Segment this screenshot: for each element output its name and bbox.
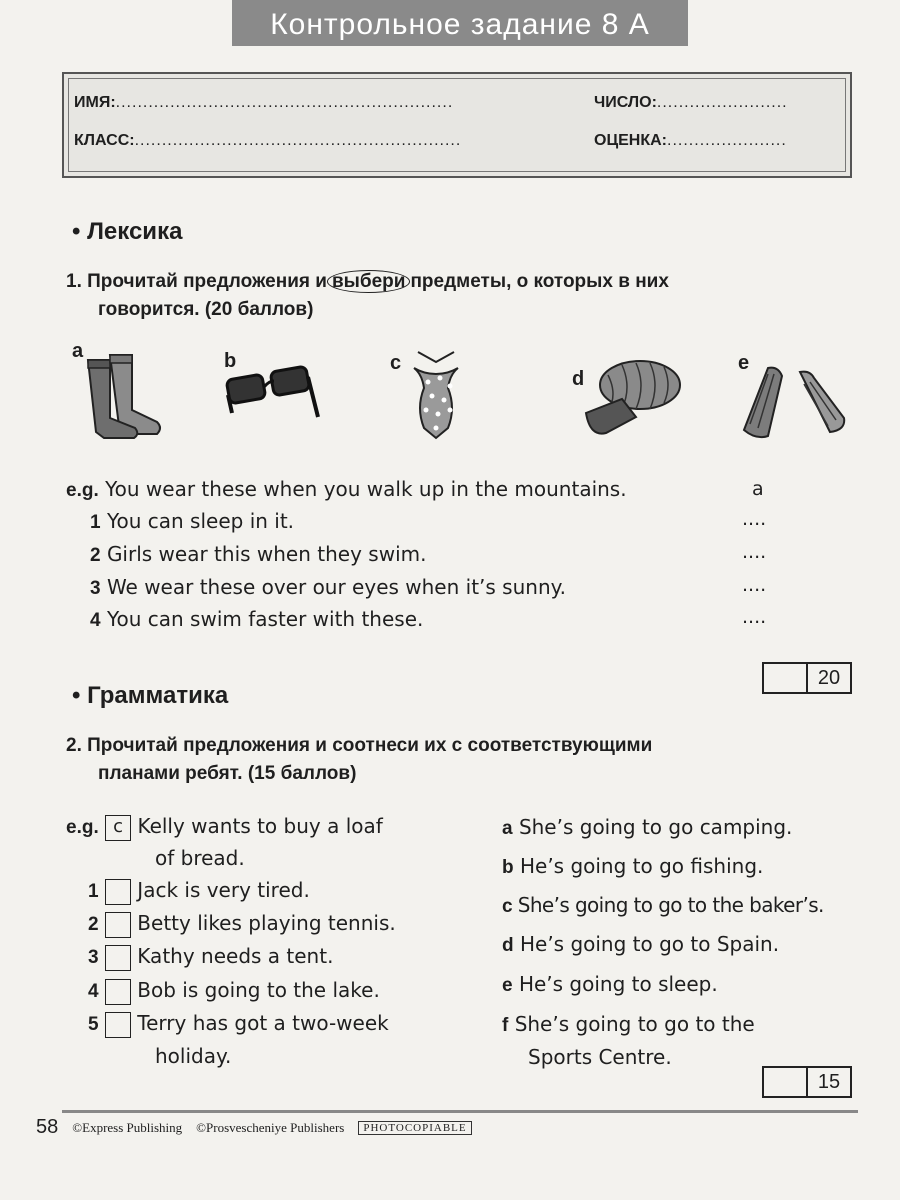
plan-option-f (502, 1008, 755, 1042)
task-number: 2. (66, 735, 82, 756)
circled-word: выбери (327, 270, 411, 293)
task-text: предметы, о которых в них (410, 271, 669, 292)
item-text: Betty likes playing tennis. (137, 911, 396, 935)
date-field[interactable] (594, 92, 788, 112)
list-item (88, 974, 380, 1008)
plan-option-c (502, 889, 824, 923)
task-1-instructions (66, 268, 846, 324)
answer-box[interactable] (105, 1012, 131, 1038)
class-dots: ............................................................ (134, 132, 462, 149)
picture-letter-a: a (72, 340, 84, 362)
student-info-box (62, 72, 852, 178)
option-letter: d (502, 935, 514, 956)
name-label: ИМЯ: (74, 94, 116, 111)
option-letter: f (502, 1015, 509, 1036)
answer-blank[interactable]: .... (742, 606, 767, 628)
option-text: She’s going to go to the (514, 1012, 755, 1036)
name-field[interactable] (74, 92, 453, 112)
date-dots: ........................ (656, 94, 788, 111)
section-title: Лексика (87, 218, 183, 245)
max-score: 15 (817, 1071, 841, 1093)
answer-blank[interactable]: .... (742, 574, 767, 596)
picture-letter-c: c (390, 352, 402, 374)
grade-label: ОЦЕНКА: (594, 132, 668, 149)
swimsuit-icon (400, 348, 475, 443)
list-item (90, 603, 423, 637)
task-text-line2: планами ребят. (15 баллов) (98, 763, 357, 784)
grade-field[interactable] (594, 130, 787, 150)
item-number: 1 (90, 512, 101, 533)
footer-divider (62, 1110, 858, 1113)
date-label: ЧИСЛО: (594, 94, 657, 111)
item-number: 1 (88, 881, 99, 902)
list-item (88, 1007, 389, 1041)
page-title: Контрольное задание 8 А (232, 0, 688, 46)
item-text: Bob is going to the lake. (137, 978, 380, 1002)
section-heading-lexicon (72, 218, 182, 246)
plan-option-b (502, 850, 763, 884)
example-answer: a (752, 478, 764, 500)
item-number: e.g. (66, 480, 99, 501)
option-letter: b (502, 857, 514, 878)
answer-box[interactable] (105, 945, 131, 971)
plan-option-d (502, 928, 779, 962)
list-item (90, 538, 426, 572)
item-text: Jack is very tired. (137, 878, 310, 902)
example-sentence (66, 810, 383, 844)
task-text: Прочитай предложения и соотнеси их с соответствующими (87, 735, 653, 756)
option-text: He’s going to go to Spain. (519, 932, 780, 956)
boots-icon (80, 350, 165, 440)
task-number: 1. (66, 271, 82, 292)
item-number: 2 (88, 914, 99, 935)
class-field[interactable] (74, 130, 461, 150)
item-text: Terry has got a two-week (137, 1011, 389, 1035)
item-number: 2 (90, 545, 101, 566)
answer-box[interactable] (105, 912, 131, 938)
page-number: 58 (36, 1116, 59, 1138)
task-text-line2: говорится. (20 баллов) (98, 299, 314, 320)
item-number: 5 (88, 1014, 99, 1035)
list-item (90, 571, 566, 605)
item-number: 4 (90, 610, 101, 631)
option-letter: e (502, 975, 513, 996)
item-text: You can swim faster with these. (106, 607, 424, 631)
item-text: Girls wear this when they swim. (106, 542, 427, 566)
task-text: Прочитай предложения и (87, 271, 327, 292)
score-box-2[interactable] (762, 1066, 852, 1098)
task-2-instructions (66, 732, 856, 788)
sleeping-bag-icon (578, 355, 688, 440)
answer-box[interactable] (105, 979, 131, 1005)
flippers-icon (740, 362, 850, 442)
score-box-1[interactable] (762, 662, 852, 694)
answer-blank[interactable]: .... (742, 508, 767, 530)
item-text: Kathy needs a tent. (137, 944, 334, 968)
section-heading-grammar (72, 682, 228, 710)
list-item (90, 505, 294, 539)
class-label: КЛАСС: (74, 132, 135, 149)
list-item (88, 940, 333, 974)
item-text-continued: of bread. (155, 846, 245, 870)
picture-letter-e: e (738, 352, 750, 374)
item-number: 4 (88, 981, 99, 1002)
item-text: You wear these when you walk up in the mountains. (105, 477, 627, 501)
example-sentence (66, 473, 627, 507)
plan-option-a (502, 811, 792, 845)
answer-blank[interactable]: .... (742, 541, 767, 563)
grade-dots: ...................... (667, 132, 787, 149)
max-score: 20 (817, 667, 841, 689)
bullet: • (72, 218, 81, 245)
item-number: 3 (90, 578, 101, 599)
bullet: • (72, 682, 81, 709)
option-text: He’s going to go fishing. (519, 854, 764, 878)
answer-box[interactable]: c (105, 815, 131, 841)
option-text-continued: Sports Centre. (528, 1045, 672, 1069)
publisher-1: ©Express Publishing (72, 1119, 183, 1135)
picture-letter-b: b (224, 350, 237, 372)
answer-box[interactable] (105, 879, 131, 905)
item-number: 3 (88, 947, 99, 968)
list-item (88, 874, 310, 908)
name-dots: .............................................................. (115, 94, 454, 111)
picture-letter-d: d (572, 368, 585, 390)
sunglasses-icon (222, 365, 322, 425)
list-item (88, 907, 396, 941)
option-letter: c (502, 896, 512, 917)
photocopiable-badge: PHOTOCOPIABLE (358, 1121, 471, 1135)
publisher-2: ©Prosvescheniye Publishers (196, 1119, 345, 1135)
option-text: She’s going to go to the baker’s. (517, 893, 824, 917)
plan-option-e (502, 968, 718, 1002)
item-text: You can sleep in it. (106, 509, 295, 533)
section-title: Грамматика (87, 682, 229, 709)
item-text: Kelly wants to buy a loaf (137, 814, 383, 838)
option-text: He’s going to sleep. (518, 972, 718, 996)
item-text-continued: holiday. (155, 1044, 232, 1068)
item-number: e.g. (66, 817, 99, 838)
option-letter: a (502, 818, 513, 839)
item-text: We wear these over our eyes when it’s sunny. (106, 575, 566, 599)
option-text: She’s going to go camping. (518, 815, 793, 839)
footer (36, 1116, 472, 1139)
